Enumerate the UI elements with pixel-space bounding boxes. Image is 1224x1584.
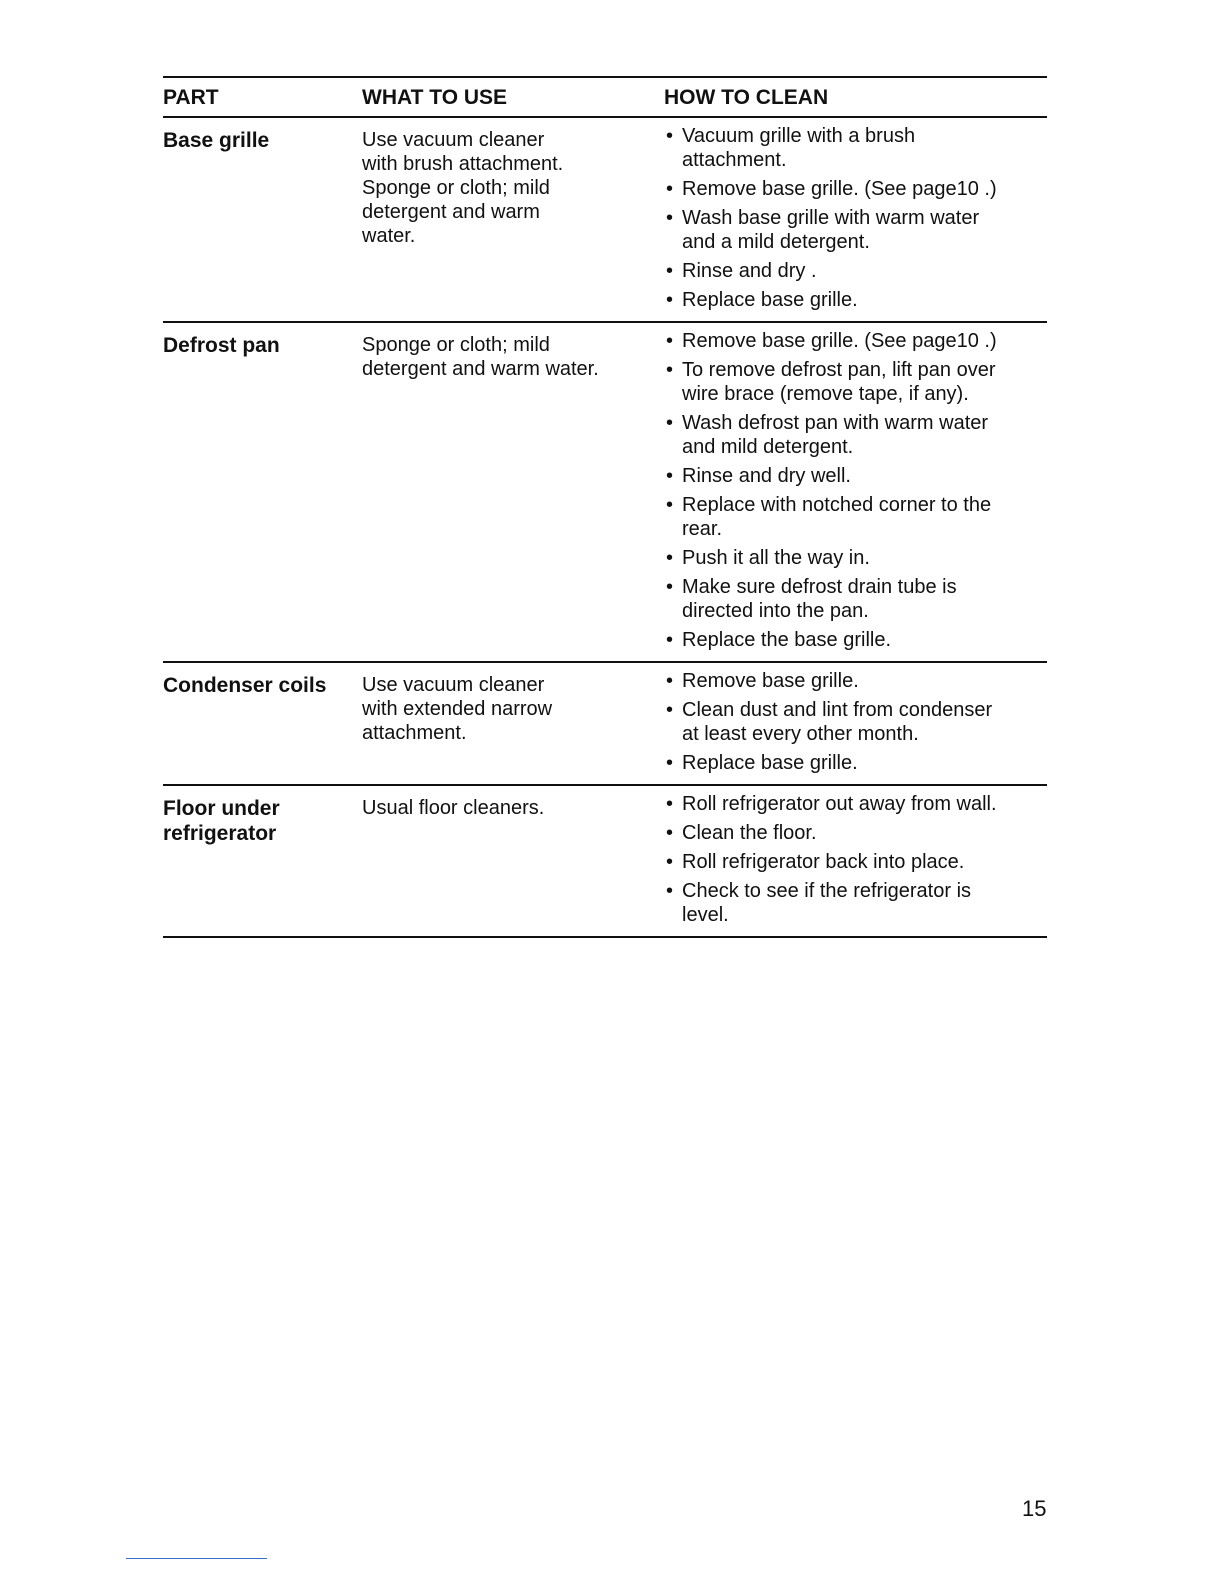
bullet-icon: • bbox=[666, 260, 674, 282]
step-text: Clean the floor. bbox=[682, 822, 817, 844]
step-text: To remove defrost pan, lift pan over wire brace (remove tape, if any). bbox=[682, 359, 996, 405]
table-row bbox=[163, 663, 1047, 786]
list-item bbox=[664, 464, 1047, 488]
bullet-icon: • bbox=[666, 699, 674, 721]
header-how-to-clean: HOW TO CLEAN bbox=[664, 86, 829, 109]
what-to-use: Sponge or cloth; mild detergent and warm water. bbox=[362, 334, 599, 380]
table-row bbox=[163, 786, 1047, 938]
step-text: Vacuum grille with a brush attachment. bbox=[682, 125, 916, 171]
bullet-icon: • bbox=[666, 576, 674, 598]
how-to-clean-list bbox=[664, 792, 1047, 927]
step-text: Replace the base grille. bbox=[682, 629, 892, 651]
step-text: Remove base grille. (See page10 .) bbox=[682, 178, 997, 200]
header-part: PART bbox=[163, 86, 219, 109]
list-item bbox=[664, 493, 1047, 541]
bullet-icon: • bbox=[666, 359, 674, 381]
footer-divider bbox=[126, 1558, 267, 1559]
list-item bbox=[664, 575, 1047, 623]
what-to-use: Use vacuum cleaner with extended narrow attachment. bbox=[362, 674, 553, 744]
table-header bbox=[163, 76, 1047, 118]
bullet-icon: • bbox=[666, 851, 674, 873]
list-item bbox=[664, 177, 1047, 201]
step-text: Clean dust and lint from condenser at least every other month. bbox=[682, 699, 993, 745]
bullet-icon: • bbox=[666, 822, 674, 844]
list-item bbox=[664, 669, 1047, 693]
list-item bbox=[664, 698, 1047, 746]
step-text: Roll refrigerator out away from wall. bbox=[682, 793, 997, 815]
page-number: 15 bbox=[1022, 1496, 1047, 1521]
part-name: Base grille bbox=[163, 129, 270, 152]
step-text: Roll refrigerator back into place. bbox=[682, 851, 965, 873]
table-row bbox=[163, 323, 1047, 663]
list-item bbox=[664, 546, 1047, 570]
part-name: Condenser coils bbox=[163, 674, 327, 697]
cleaning-table bbox=[163, 76, 1047, 938]
step-text: Wash base grille with warm water and a mild detergent. bbox=[682, 207, 980, 253]
how-to-clean-list bbox=[664, 329, 1047, 652]
bullet-icon: • bbox=[666, 178, 674, 200]
list-item bbox=[664, 792, 1047, 816]
bullet-icon: • bbox=[666, 207, 674, 229]
list-item bbox=[664, 259, 1047, 283]
bullet-icon: • bbox=[666, 670, 674, 692]
list-item bbox=[664, 288, 1047, 312]
bullet-icon: • bbox=[666, 125, 674, 147]
table-row bbox=[163, 118, 1047, 323]
list-item bbox=[664, 850, 1047, 874]
list-item bbox=[664, 411, 1047, 459]
step-text: Rinse and dry . bbox=[682, 260, 817, 282]
part-name: Floor under refrigerator bbox=[163, 797, 280, 845]
what-to-use: Use vacuum cleaner with brush attachment. Sponge or cloth; mild detergent and warm water. bbox=[362, 129, 564, 247]
step-text: Push it all the way in. bbox=[682, 547, 870, 569]
what-to-use: Usual floor cleaners. bbox=[362, 797, 545, 819]
list-item bbox=[664, 751, 1047, 775]
list-item bbox=[664, 124, 1047, 172]
step-text: Wash defrost pan with warm water and mild detergent. bbox=[682, 412, 989, 458]
step-text: Rinse and dry well. bbox=[682, 465, 851, 487]
list-item bbox=[664, 628, 1047, 652]
how-to-clean-list bbox=[664, 124, 1047, 312]
step-text: Remove base grille. (See page10 .) bbox=[682, 330, 997, 352]
bullet-icon: • bbox=[666, 412, 674, 434]
bullet-icon: • bbox=[666, 494, 674, 516]
bullet-icon: • bbox=[666, 465, 674, 487]
bullet-icon: • bbox=[666, 629, 674, 651]
part-name: Defrost pan bbox=[163, 334, 280, 357]
step-text: Replace base grille. bbox=[682, 289, 858, 311]
step-text: Check to see if the refrigerator is level. bbox=[682, 880, 972, 926]
list-item bbox=[664, 879, 1047, 927]
how-to-clean-list bbox=[664, 669, 1047, 775]
list-item bbox=[664, 358, 1047, 406]
list-item bbox=[664, 206, 1047, 254]
bullet-icon: • bbox=[666, 880, 674, 902]
step-text: Make sure defrost drain tube is directed into the pan. bbox=[682, 576, 957, 622]
bullet-icon: • bbox=[666, 752, 674, 774]
list-item bbox=[664, 329, 1047, 353]
bullet-icon: • bbox=[666, 547, 674, 569]
header-what-to-use: WHAT TO USE bbox=[362, 86, 508, 109]
bullet-icon: • bbox=[666, 289, 674, 311]
step-text: Remove base grille. bbox=[682, 670, 859, 692]
list-item bbox=[664, 821, 1047, 845]
step-text: Replace with notched corner to the rear. bbox=[682, 494, 992, 540]
bullet-icon: • bbox=[666, 330, 674, 352]
step-text: Replace base grille. bbox=[682, 752, 858, 774]
bullet-icon: • bbox=[666, 793, 674, 815]
